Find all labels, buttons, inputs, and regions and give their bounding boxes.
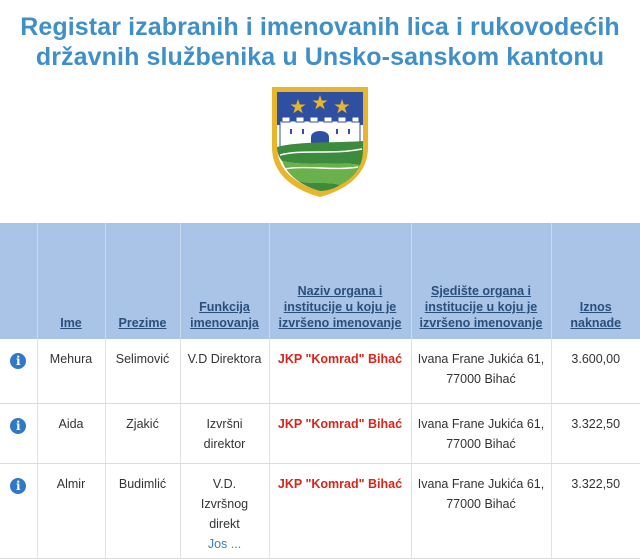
register-table — [0, 223, 640, 559]
column-header-prezime[interactable]: Prezime — [105, 223, 180, 339]
cell-iznos: 3.322,50 — [551, 403, 640, 463]
cell-funkcija: V.D Direktora — [180, 339, 269, 403]
table-row — [0, 463, 640, 558]
info-cell — [0, 339, 37, 403]
table-header-row — [0, 223, 640, 339]
info-icon[interactable]: i — [10, 353, 26, 369]
page-title — [0, 0, 640, 72]
cell-funkcija: Izvršni direktor — [180, 403, 269, 463]
info-cell — [0, 463, 37, 558]
more-link[interactable]: Jos ... — [207, 536, 242, 551]
page-title-line-1: Registar izabranih i imenovanih lica i rukovodećih — [20, 13, 620, 41]
info-cell — [0, 403, 37, 463]
cell-iznos: 3.600,00 — [551, 339, 640, 403]
cell-ime: Almir — [37, 463, 105, 558]
info-icon[interactable]: i — [10, 418, 26, 434]
column-header-naziv-organa[interactable]: Naziv organa i institucije u koju je izvršeno imenovanje — [269, 223, 411, 339]
cell-funkcija — [180, 463, 269, 558]
cell-ime: Mehura — [37, 339, 105, 403]
cell-prezime: Budimlić — [105, 463, 180, 558]
coat-of-arms-icon — [268, 85, 372, 199]
column-header-iznos[interactable]: Iznos naknade — [551, 223, 640, 339]
info-icon[interactable]: i — [10, 478, 26, 494]
cell-sjediste: Ivana Frane Jukića 61, 77000 Bihać — [411, 339, 551, 403]
crest-container — [0, 72, 640, 233]
column-header-ime[interactable]: Ime — [37, 223, 105, 339]
table-row — [0, 403, 640, 463]
column-header-funkcija[interactable]: Funkcija imenovanja — [180, 223, 269, 339]
column-header-sjediste[interactable]: Sjedište organa i institucije u koju je izvršeno imenovanje — [411, 223, 551, 339]
cell-organ: JKP "Komrad" Bihać — [269, 403, 411, 463]
cell-prezime: Zjakić — [105, 403, 180, 463]
table-row — [0, 339, 640, 403]
funkcija-text: V.D. Izvršnog direkt — [200, 476, 249, 531]
cell-organ: JKP "Komrad" Bihać — [269, 339, 411, 403]
page-title-line-2: državnih službenika u Unsko-sanskom kantonu — [35, 43, 605, 71]
cell-prezime: Selimović — [105, 339, 180, 403]
cell-iznos: 3.322,50 — [551, 463, 640, 558]
cell-organ: JKP "Komrad" Bihać — [269, 463, 411, 558]
cell-sjediste: Ivana Frane Jukića 61, 77000 Bihać — [411, 403, 551, 463]
column-header-info — [0, 223, 37, 339]
cell-ime: Aida — [37, 403, 105, 463]
cell-sjediste: Ivana Frane Jukića 61, 77000 Bihać — [411, 463, 551, 558]
